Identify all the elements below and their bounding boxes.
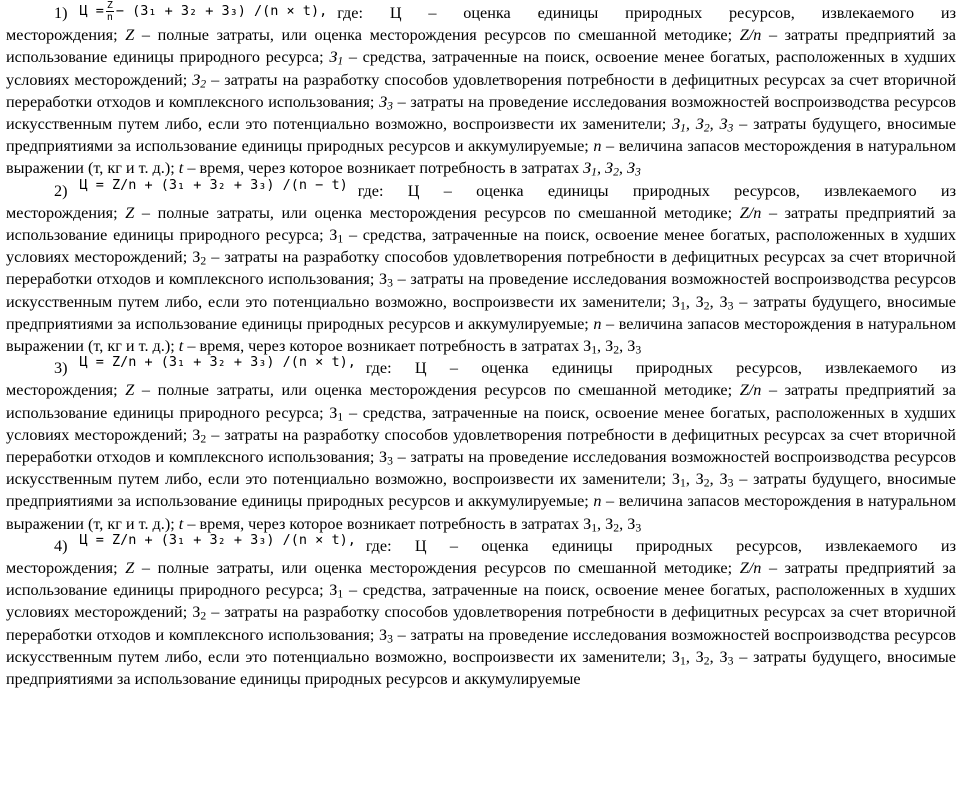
word: где: (365, 536, 392, 555)
formula: Ц = Z/n + (З₁ + З₂ + З₃) /(n × t), (79, 531, 356, 548)
option-number: 4) (54, 536, 68, 555)
first-line-words (366, 357, 956, 379)
word: – (428, 4, 437, 22)
word: где: (357, 181, 384, 200)
word: из (940, 359, 956, 378)
word: из (940, 536, 956, 555)
option-first-line (6, 354, 956, 379)
word: единицы (551, 536, 613, 555)
option-number: 2) (54, 181, 68, 200)
formula: Ц = Z/n + (З₁ + З₂ + З₃) /(n − t) (79, 176, 348, 193)
word: из (940, 181, 956, 200)
word: оценка (463, 4, 511, 22)
first-line-words (337, 2, 956, 24)
word: оценка (476, 181, 524, 200)
word: ресурсов, (736, 359, 802, 378)
option-first-line (6, 176, 956, 202)
word: единицы (547, 181, 609, 200)
first-line-words (358, 180, 956, 202)
word: природных (625, 4, 703, 22)
word: извлекаемого (824, 181, 917, 200)
fraction: $\frac{Z}{n}$ (106, 0, 113, 23)
answer-option-4 (6, 531, 956, 690)
word: ресурсов, (729, 4, 795, 22)
word: Ц (389, 4, 402, 22)
word: оценка (481, 359, 529, 378)
word: – (449, 359, 458, 378)
answer-option-3 (6, 354, 956, 535)
word: Ц (414, 536, 427, 555)
word: – (449, 536, 458, 555)
word: природных (635, 536, 713, 555)
word: ресурсов, (736, 536, 802, 555)
word: где: (365, 359, 392, 378)
formula: Ц = Z/n + (З₁ + З₂ + З₃) /(n × t), (79, 354, 356, 371)
option-first-line (6, 531, 956, 557)
word: из (940, 4, 956, 22)
word: единицы (551, 359, 613, 378)
word: ресурсов, (734, 181, 800, 200)
option-description: месторождения; Z – полные затраты, или оценка месторождения ресурсов по смешанной методике; Z/n – затраты предприятий за использование единицы природного ресурса; $З_1$ – средства, затраченные на поиск, освоение менее богатых, расположенных в худших условиях месторождений; $З_2$ – затраты на разработку способов удовлетворения потребности в дефицитных ресурсах за счет вторичной переработки отходов и комплексного использования; $З_3$ – затраты на проведение исследования возможностей воспроизводства ресурсов искусственным путем либо, если это потенциально возможно, воспроизвести их заменители; $З_1$, $З_2$, $З_3$ – затраты будущего, вносимые предприятиями за использование единицы природных ресурсов и аккумулируемые; n – величина запасов месторождения в натуральном выражении (т, кг и т. д.); t – время, через которое возникает потребность в затратах $З_1$, $З_2$, $З_3$ (6, 26, 957, 179)
word: извлекаемого (821, 4, 915, 22)
answer-option-1 (6, 2, 956, 180)
word: оценка (481, 536, 529, 555)
option-number: 3) (54, 359, 68, 378)
option-number: 1) (54, 4, 68, 22)
option-first-line (6, 2, 956, 24)
word: природных (632, 181, 710, 200)
option-description: месторождения; Z – полные затраты, или оценка месторождения ресурсов по смешанной методике; Z/n – затраты предприятий за использование единицы природного ресурса; $З_1$ – средства, затраченные на поиск, освоение менее богатых, расположенных в худших условиях месторождений; $З_2$ – затраты на разработку способов удовлетворения потребности в дефицитных ресурсах за счет вторичной переработки отходов и комплексного использования; $З_3$ – затраты на проведение исследования возможностей воспроизводства ресурсов искусственным путем либо, если это потенциально возможно, воспроизвести их заменители; $З_1$, $З_2$, $З_3$ – затраты будущего, вносимые предприятиями за использование единицы природных ресурсов и аккумулируемые; n – величина запасов месторождения в натуральном выражении (т, кг и т. д.); t – время, через которое возникает потребность в затратах $З_1$, $З_2$, $З_3$ (6, 381, 956, 534)
answer-option-2 (6, 176, 956, 358)
word: единицы (537, 4, 599, 22)
option-description: месторождения; Z – полные затраты, или оценка месторождения ресурсов по смешанной методике; Z/n – затраты предприятий за использование единицы природного ресурса; $З_1$ – средства, затраченные на поиск, освоение менее богатых, расположенных в худших условиях месторождений; $З_2$ – затраты на разработку способов удовлетворения потребности в дефицитных ресурсах за счет вторичной переработки отходов и комплексного использования; $З_3$ – затраты на проведение исследования возможностей воспроизводства ресурсов искусственным путем либо, если это потенциально возможно, воспроизвести их заменители; $З_1$, $З_2$, $З_3$ – затраты будущего, вносимые предприятиями за использование единицы природных ресурсов и аккумулируемые (6, 559, 956, 689)
word: Ц (407, 181, 420, 200)
word: извлекаемого (825, 359, 918, 378)
word: где: (337, 4, 363, 22)
option-description: месторождения; Z – полные затраты, или оценка месторождения ресурсов по смешанной методике; Z/n – затраты предприятий за использование единицы природного ресурса; $З_1$ – средства, затраченные на поиск, освоение менее богатых, расположенных в худших условиях месторождений; $З_2$ – затраты на разработку способов удовлетворения потребности в дефицитных ресурсах за счет вторичной переработки отходов и комплексного использования; $З_3$ – затраты на проведение исследования возможностей воспроизводства ресурсов искусственным путем либо, если это потенциально возможно, воспроизвести их заменители; $З_1$, $З_2$, $З_3$ – затраты будущего, вносимые предприятиями за использование единицы природных ресурсов и аккумулируемые; n – величина запасов месторождения в натуральном выражении (т, кг и т. д.); t – время, через которое возникает потребность в затратах $З_1$, $З_2$, $З_3$ (6, 203, 956, 357)
word: – (443, 181, 452, 200)
formula: Ц = $\frac{Z}{n}$ − (З₁ + З₂ + З₃) /(n × t), (79, 0, 328, 23)
word: Ц (414, 359, 427, 378)
word: извлекаемого (825, 536, 918, 555)
word: природных (635, 359, 713, 378)
first-line-words (366, 535, 956, 557)
